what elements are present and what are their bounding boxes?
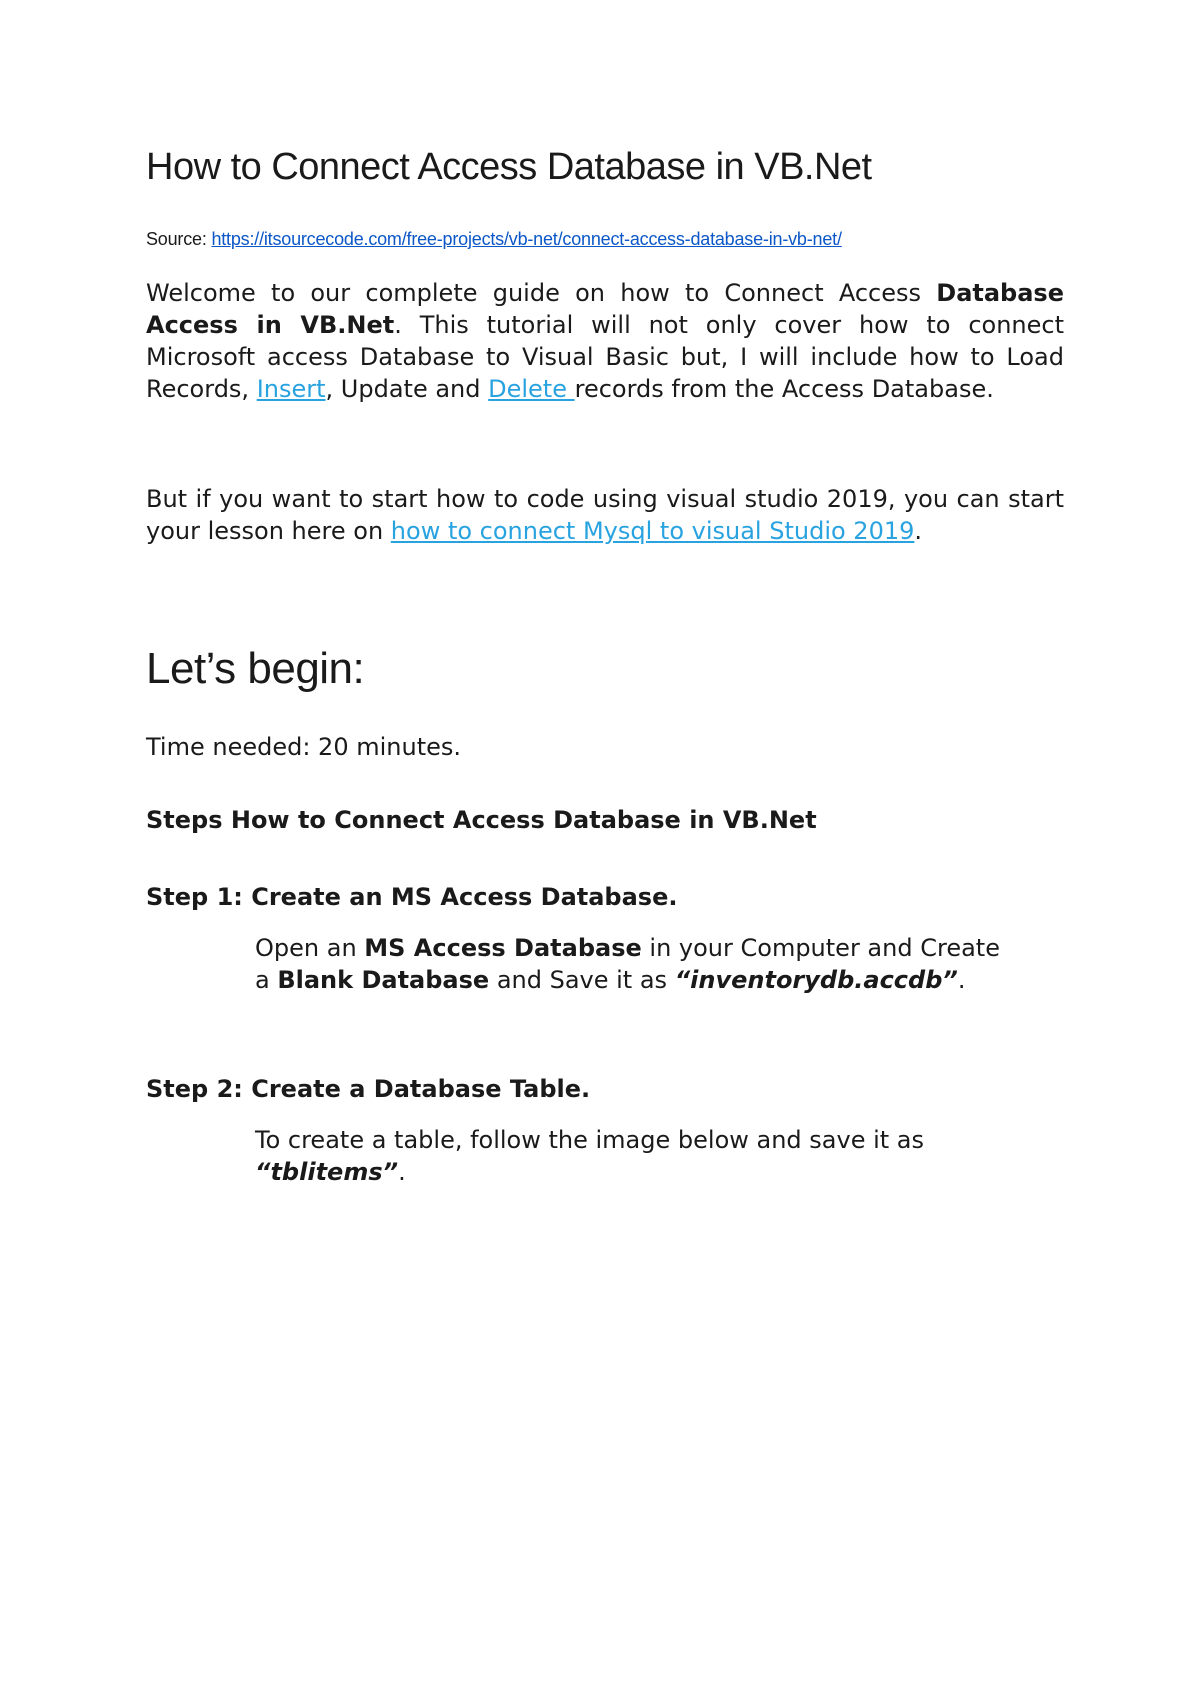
source-line [146,229,842,250]
time-needed: Time needed: 20 minutes. [146,733,461,761]
step-1-body: Open an MS Access Database in your Computer and Create a Blank Database and Save it as “inventorydb.accdb”. [255,934,1000,994]
step-2-heading: Step 2: Create a Database Table. [146,1075,591,1103]
intro-paragraph: Welcome to our complete guide on how to Connect Access Database Access in VB.Net. This tutorial will not only cover how to connect Microsoft access Database to Visual Basic but, I will include how to Load Records, Insert, Update and Delete records from the Access Database. [146,279,1065,403]
source-link[interactable]: https://itsourcecode.com/free-projects/vb-net/connect-access-database-in-vb-net/ [211,229,842,249]
mysql-visual-studio-link[interactable]: how to connect Mysql to visual Studio 2019 [390,517,915,545]
step-1-heading: Step 1: Create an MS Access Database. [146,883,678,911]
source-label: Source: [146,229,212,249]
page-title: How to Connect Access Database in VB.Net [146,146,872,188]
steps-heading: Steps How to Connect Access Database in VB.Net [146,806,817,834]
bold-phrase: Database Access in VB.Net [146,279,1064,339]
insert-link[interactable]: Insert [256,375,326,403]
table-name: “tblitems” [255,1158,399,1186]
delete-link[interactable]: Delete [488,375,575,403]
begin-heading: Let’s begin: [146,644,365,693]
database-filename: “inventorydb.accdb” [674,966,958,994]
visual-studio-paragraph: But if you want to start how to code using visual studio 2019, you can start your lesson here on how to connect Mysql to visual Studio 2019. [146,485,1064,545]
step-2-body: To create a table, follow the image below and save it as “tblitems”. [255,1126,925,1186]
